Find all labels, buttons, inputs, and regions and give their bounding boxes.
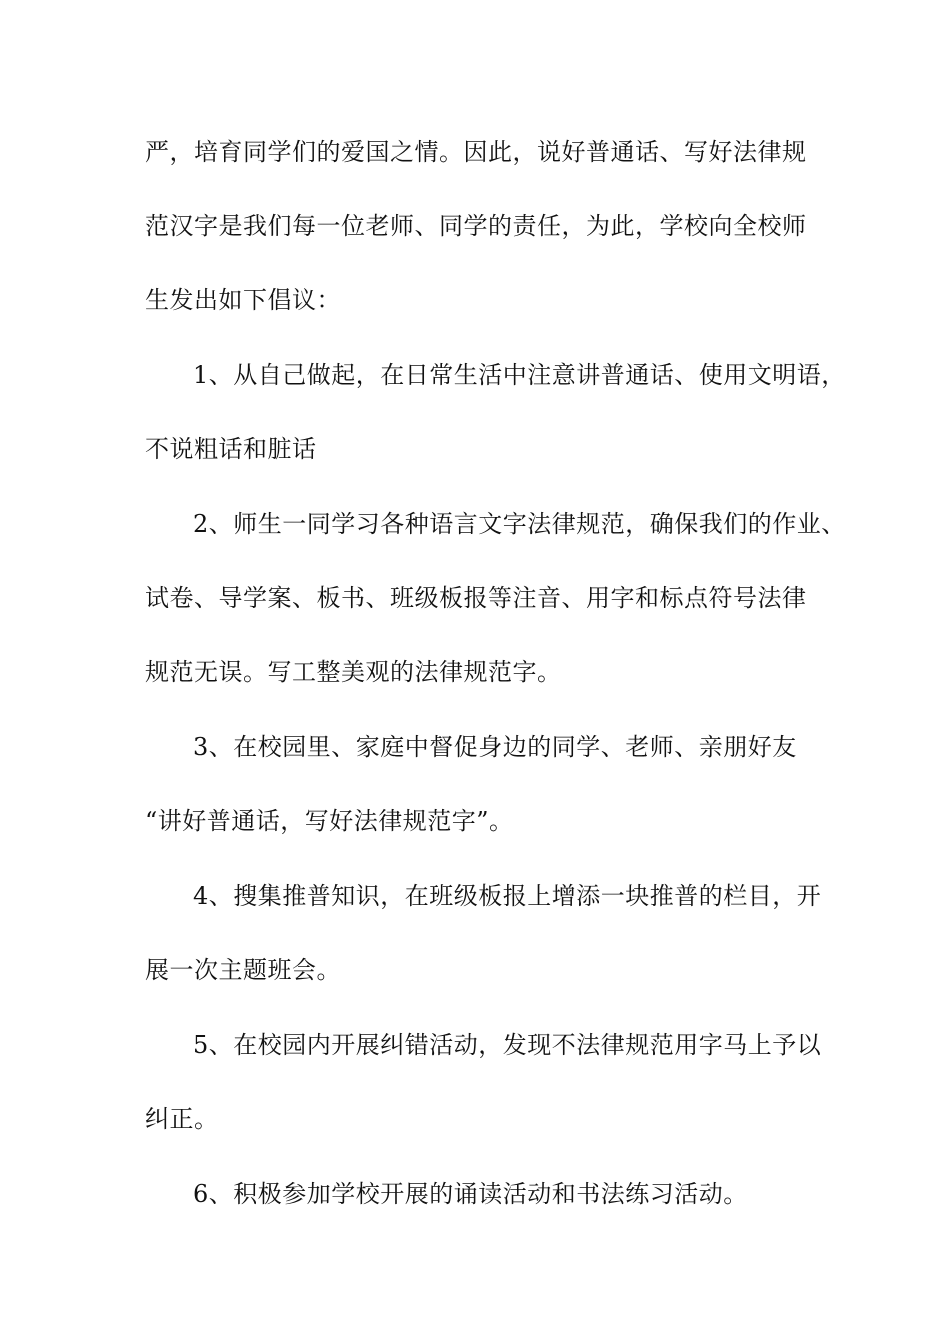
text-line: 3、在校园里、家庭中督促身边的同学、老师、亲朋好友	[193, 733, 797, 761]
text-line: 6、积极参加学校开展的诵读活动和书法练习活动。	[193, 1180, 748, 1208]
text-line: “讲好普通话，写好法律规范字”。	[145, 807, 514, 835]
text-line: 不说粗话和脏话	[145, 435, 317, 463]
text-line: 4、搜集推普知识，在班级板报上增添一块推普的栏目，开	[193, 882, 822, 910]
text-line: 1、从自己做起，在日常生活中注意讲普通话、使用文明语，	[193, 361, 846, 389]
text-line: 生发出如下倡议：	[145, 286, 341, 314]
text-line: 试卷、导学案、板书、班级板报等注音、用字和标点符号法律	[145, 584, 807, 612]
text-line: 2、师生一同学习各种语言文字法律规范，确保我们的作业、	[193, 510, 846, 538]
text-line: 展一次主题班会。	[145, 956, 341, 984]
text-line: 规范无误。写工整美观的法律规范字。	[145, 658, 562, 686]
text-line: 严，培育同学们的爱国之情。因此，说好普通话、写好法律规	[145, 138, 807, 166]
text-line: 5、在校园内开展纠错活动，发现不法律规范用字马上予以	[193, 1031, 822, 1059]
text-line: 纠正。	[145, 1105, 219, 1133]
text-line: 范汉字是我们每一位老师、同学的责任，为此，学校向全校师	[145, 212, 807, 240]
